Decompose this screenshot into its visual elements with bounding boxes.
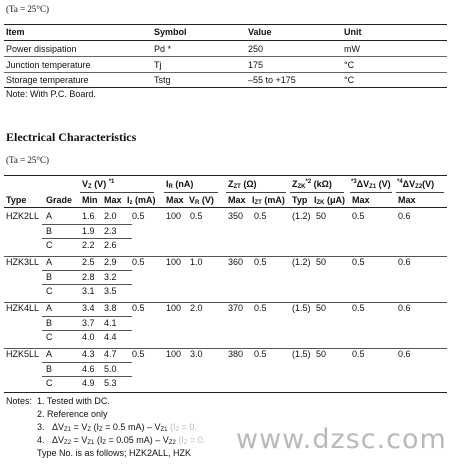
min-cell: 4.0 [82, 332, 95, 342]
header-underline [350, 192, 392, 193]
col-iz: Iz (mA) [127, 195, 156, 206]
col-type: Type [6, 195, 27, 205]
grade-cell: C [46, 378, 53, 388]
grade-cell: A [46, 303, 53, 313]
grade-cell: B [46, 363, 53, 374]
grade-rule [42, 376, 132, 377]
abs-row-symbol: Tj [154, 60, 162, 70]
dv1-cell: 0.5 [352, 211, 365, 221]
header-zzt: ZZT (Ω) [228, 179, 257, 190]
vr-cell: 0.5 [190, 211, 203, 221]
device-type: HZK2LL [6, 211, 40, 221]
min-cell: 2.5 [82, 257, 95, 267]
grade-rule [42, 330, 132, 331]
abs-row-unit: °C [344, 60, 355, 70]
grade-cell: B [46, 271, 53, 282]
col-grade: Grade [46, 195, 73, 205]
abs-row-unit: mW [344, 44, 360, 54]
min-cell: 4.3 [82, 349, 95, 359]
group-rule [4, 302, 447, 303]
note-4: 4. ΔVZ2 = VZ1 (IZ = 0.05 mA) – VZ2 (IZ = 0. [37, 435, 206, 446]
zzk-cell: (1.2) [292, 257, 311, 267]
grade-rule [42, 238, 132, 239]
vr-cell: 1.0 [190, 257, 203, 267]
min-cell: 3.7 [82, 317, 95, 328]
table-rule [4, 392, 447, 393]
min-cell: 3.4 [82, 303, 95, 313]
max-cell: 2.6 [104, 240, 117, 250]
zzt-cell: 360 [228, 257, 244, 267]
max-cell: 2.9 [104, 257, 117, 267]
device-type: HZK5LL [6, 349, 40, 359]
grade-rule [42, 362, 132, 363]
header-underline [396, 192, 444, 193]
col-zzt-max: Max [228, 195, 246, 205]
abs-row-symbol: Pd * [154, 44, 172, 54]
row-rule [4, 72, 447, 73]
col-item: Item [6, 27, 25, 37]
zzk-cell: (1.2) [292, 211, 311, 221]
table-rule [4, 24, 447, 25]
iz-cell: 0.5 [132, 349, 145, 359]
header-vz: VZ (V) $^{*1}$ [82, 179, 115, 190]
grade-rule [42, 224, 132, 225]
section-title: Electrical Characteristics [6, 130, 137, 144]
header-zzk: ZZK$^{*2}$ (kΩ) [292, 179, 332, 190]
min-cell: 2.8 [82, 271, 95, 282]
col-ir-max: Max [166, 195, 184, 205]
max-cell: 5.3 [104, 378, 117, 388]
abs-note: Note: With P.C. Board. [6, 89, 96, 99]
col-unit: Unit [344, 27, 362, 37]
max-cell: 3.5 [104, 286, 117, 296]
dv2-cell: 0.6 [398, 349, 411, 359]
abs-row-value: –55 to +175 [248, 75, 296, 85]
abs-row-unit: °C [344, 75, 355, 85]
header-ir: IR (nA) [166, 179, 194, 190]
col-max: Max [104, 195, 122, 205]
ir-cell: 100 [166, 349, 182, 359]
min-cell: 2.2 [82, 240, 95, 250]
abs-row-item: Power dissipation [6, 44, 77, 54]
col-dvz1-max: Max [352, 195, 370, 205]
max-cell: 4.1 [104, 317, 117, 328]
col-symbol: Symbol [154, 27, 187, 37]
dv2-cell: 0.6 [398, 257, 411, 267]
grade-cell: A [46, 211, 53, 221]
max-cell: 3.2 [104, 271, 117, 282]
max-cell: 3.8 [104, 303, 117, 313]
table-rule [4, 175, 447, 176]
row-rule [4, 56, 447, 57]
header-underline [290, 192, 344, 193]
abs-conditions: (Ta = 25°C) [6, 4, 50, 14]
zzk-cell: (1.5) [292, 349, 311, 359]
grade-cell: C [46, 332, 53, 342]
grade-cell: A [46, 349, 53, 359]
col-vr: VR (V) [189, 195, 214, 206]
abs-row-value: 250 [248, 44, 264, 54]
note-1: 1. Tested with DC. [37, 396, 110, 406]
note-2: 2. Reference only [37, 409, 108, 419]
col-typ: Typ [292, 195, 308, 205]
grade-rule [42, 270, 132, 271]
abs-row-symbol: Tstg [154, 75, 171, 85]
group-rule [4, 256, 447, 257]
max-cell: 2.3 [104, 225, 117, 236]
zzt-cell: 370 [228, 303, 244, 313]
zzt-cell: 350 [228, 211, 244, 221]
col-izt: IZT (mA) [252, 195, 285, 206]
grade-cell: A [46, 257, 53, 267]
ir-cell: 100 [166, 257, 182, 267]
vr-cell: 2.0 [190, 303, 203, 313]
note-3: 3. ΔVZ1 = VZ (IZ = 0.5 mA) – VZ1 (IZ = 0. [37, 422, 197, 433]
min-cell: 1.6 [82, 211, 95, 221]
header-dvz1: $^{*3}$ΔVZ1 (V) [351, 179, 391, 190]
max-cell: 2.0 [104, 211, 117, 221]
iz-cell: 0.5 [132, 303, 145, 313]
abs-row-item: Storage temperature [6, 75, 89, 85]
max-cell: 4.7 [104, 349, 117, 359]
iz-cell: 0.5 [132, 211, 145, 221]
header-underline [164, 192, 218, 193]
min-cell: 3.1 [82, 286, 95, 296]
table-rule [4, 40, 447, 41]
header-underline [226, 192, 286, 193]
dv2-cell: 0.6 [398, 211, 411, 221]
table-rule [4, 87, 447, 88]
ir-cell: 100 [166, 211, 182, 221]
max-cell: 4.4 [104, 332, 117, 342]
min-cell: 4.6 [82, 363, 95, 374]
izt-cell: 0.5 [254, 257, 267, 267]
zzt-cell: 380 [228, 349, 244, 359]
col-value: Value [248, 27, 272, 37]
col-dvz2-max: Max [398, 195, 416, 205]
min-cell: 4.9 [82, 378, 95, 388]
dv2-cell: 0.6 [398, 303, 411, 313]
izk-cell: 50 [316, 211, 327, 221]
abs-row-item: Junction temperature [6, 60, 91, 70]
grade-cell: C [46, 286, 53, 296]
notes-label: Notes: [6, 396, 33, 406]
izt-cell: 0.5 [254, 303, 267, 313]
elec-conditions: (Ta = 25°C) [6, 155, 50, 165]
device-type: HZK3LL [6, 257, 40, 267]
vr-cell: 3.0 [190, 349, 203, 359]
grade-cell: C [46, 240, 53, 250]
max-cell: 5.0 [104, 363, 117, 374]
ir-cell: 100 [166, 303, 182, 313]
col-min: Min [82, 195, 98, 205]
grade-cell: B [46, 225, 53, 236]
izk-cell: 50 [316, 349, 327, 359]
watermark: www.dzsc.com [236, 424, 447, 455]
dv1-cell: 0.5 [352, 257, 365, 267]
izk-cell: 50 [316, 257, 327, 267]
min-cell: 1.9 [82, 225, 95, 236]
device-type: HZK4LL [6, 303, 40, 313]
header-dvz2: $^{*4}$ΔVZ2(V) [397, 179, 435, 190]
group-rule [4, 348, 447, 349]
izt-cell: 0.5 [254, 211, 267, 221]
header-underline [80, 192, 154, 193]
note-5: Type No. is as follows; HZK2ALL, HZK [37, 448, 192, 458]
dv1-cell: 0.5 [352, 349, 365, 359]
izk-cell: 50 [316, 303, 327, 313]
grade-cell: B [46, 317, 53, 328]
table-rule [4, 207, 447, 208]
izt-cell: 0.5 [254, 349, 267, 359]
dv1-cell: 0.5 [352, 303, 365, 313]
abs-row-value: 175 [248, 60, 264, 70]
col-izk: IZK (μA) [314, 195, 346, 206]
iz-cell: 0.5 [132, 257, 145, 267]
zzk-cell: (1.5) [292, 303, 311, 313]
grade-rule [42, 316, 132, 317]
grade-rule [42, 284, 132, 285]
